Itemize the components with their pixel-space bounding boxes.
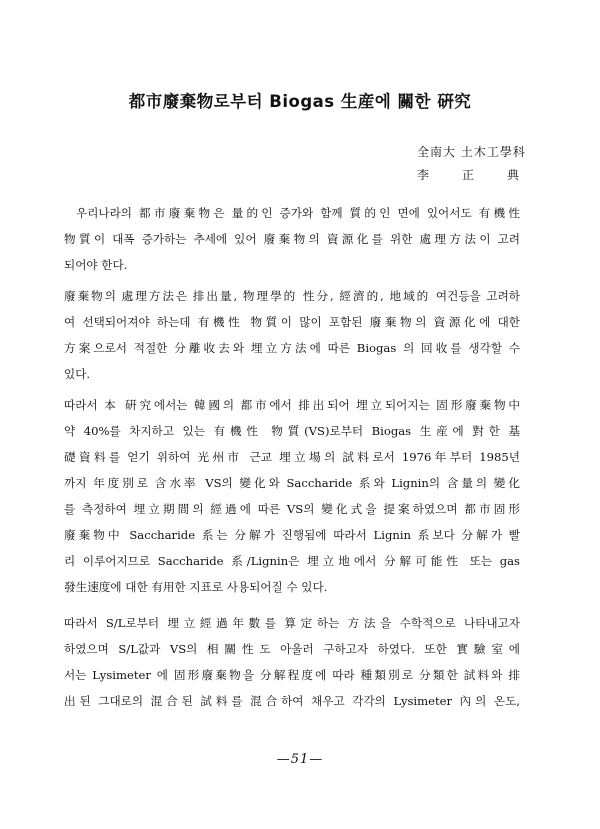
author-name-char: 典 <box>506 168 519 182</box>
text-line: 礎資料를 얻기 위하여 光州市 근교 埋立場의 試料로서 1976年부터 1985년 <box>64 450 520 464</box>
text-line: 까지 年度別로 含水率 VS의 變化와 Saccharide 系와 Lignin의 含量의 變化 <box>64 476 520 490</box>
text-line: 따라서 S/L로부터 埋立經過年數를 算定하는 方法을 수학적으로 나타내고자 <box>64 616 520 630</box>
text-line: 發生速度에 대한 有用한 지표로 사용되어질 수 있다. <box>64 580 328 594</box>
body-paragraph-2 <box>64 283 520 387</box>
text-line: 리 이루어지므로 Saccharide 系/Lignin은 埋立地에서 分解可能性 또는 gas <box>64 554 520 568</box>
author-name-char: 李 <box>417 168 430 182</box>
text-line: 우리나라의 都市廢棄物은 量的인 증가와 함께 質的인 면에 있어서도 有機性 <box>76 206 520 220</box>
text-line: 약 40%를 차지하고 있는 有機性 物質(VS)로부터 Biogas 生産에 對한 基 <box>64 424 520 438</box>
paper-title: 都市廢棄物로부터 Biogas 生産에 關한 硏究 <box>128 92 472 111</box>
page-number: —51— <box>276 752 324 767</box>
text-line: 있다. <box>64 367 91 381</box>
text-line: 를 측정하여 埋立期間의 經過에 따른 VS의 變化式을 提案하였으며 都市固形 <box>64 502 520 516</box>
text-line: 廢棄物의 處理方法은 排出量, 物理學的 性分, 經濟的, 地域的 여건등을 고려하 <box>64 289 520 303</box>
text-line: 되어야 한다. <box>64 258 128 272</box>
body-paragraph-1 <box>64 200 520 278</box>
text-line: 出된 그대로의 混合된 試料를 混合하여 채우고 각각의 Lysimeter 內의 온도, <box>64 694 520 708</box>
text-line: 方案으로서 적절한 分離收去와 埋立方法에 따른 Biogas 의 回收를 생각할 수 <box>64 341 520 355</box>
author-name-char: 正 <box>461 168 474 182</box>
text-line: 여 선택되어져야 하는데 有機性 物質이 많이 포함된 廢棄物의 資源化에 대한 <box>64 315 520 329</box>
text-line: 서는 Lysimeter 에 固形廢棄物을 分解程度에 따라 種類別로 分類한 試料와 排 <box>64 668 520 682</box>
author-name <box>417 166 519 183</box>
body-paragraph-4 <box>64 610 520 714</box>
author-affiliation: 全南大 土木工學科 <box>417 145 526 159</box>
body-paragraph-3 <box>64 392 520 600</box>
text-line: 廢棄物中 Saccharide 系는 分解가 진행됨에 따라서 Lignin 系보다 分解가 빨 <box>64 528 520 542</box>
text-line: 하였으며 S/L값과 VS의 相關性도 아울러 구하고자 하였다. 또한 實驗室에 <box>64 642 520 656</box>
text-line: 物質이 대폭 증가하는 추세에 있어 廢棄物의 資源化를 위한 處理方法이 고려 <box>64 232 520 246</box>
text-line: 따라서 本 硏究에서는 韓國의 都市에서 排出되어 埋立되어지는 固形廢棄物中 <box>64 398 520 412</box>
